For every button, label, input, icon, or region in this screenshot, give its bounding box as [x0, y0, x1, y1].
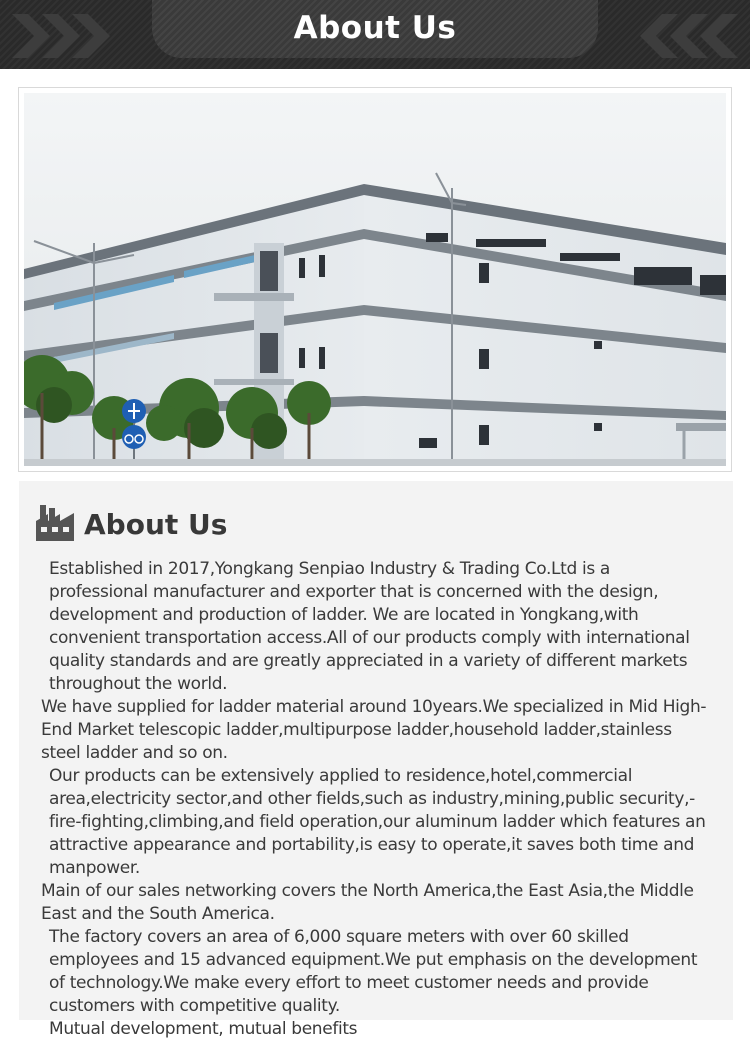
banner-title: About Us	[293, 10, 457, 46]
header-banner	[0, 0, 750, 69]
paragraph-intro: Established in 2017,Yongkang Senpiao Industry & Trading Co.Ltd is a professional manufacturer and exporter that is concerned with the design, development and production of ladder. We are located in Yongkang,with convenient transportation access.All of our products comply with international quality standards and are greatly appreciated in a variety of different markets throughout the world.	[49, 559, 690, 694]
factory-building-image	[24, 93, 726, 466]
paragraph-sales-network: Main of our sales networking covers the North America,the East Asia,the Middle East and the South America.	[41, 881, 694, 924]
about-card	[19, 481, 733, 1039]
paragraph-factory: The factory covers an area of 6,000 square meters with over 60 skilled employees and 15 advanced equipment.We put emphasis on the development of technology.We make every effort to meet customer needs and provide customers with competitive quality.	[49, 927, 698, 1016]
paragraph-experience: We have supplied for ladder material around 10years.We specialized in Mid High-End Market telescopic ladder,multipurpose ladder,household ladder,stainless steel ladder and so on.	[41, 697, 707, 763]
factory-photo	[24, 93, 726, 466]
paragraph-motto: Mutual development, mutual benefits	[49, 1019, 358, 1039]
chevron-right-icon	[12, 14, 112, 58]
paragraph-applications: Our products can be extensively applied to residence,hotel,commercial area,electricity sector,and other fields,such as industry,mining,public security,-fire-fighting,climbing,and field operation,our aluminum ladder which features an attractive appearance and portability,is easy to operate,it saves both time and manpower.	[49, 766, 706, 878]
chevron-left-icon	[638, 14, 738, 58]
factory-icon	[36, 503, 74, 541]
photo-frame	[18, 87, 732, 472]
section-title: About Us	[84, 508, 228, 541]
about-text	[41, 558, 711, 1041]
